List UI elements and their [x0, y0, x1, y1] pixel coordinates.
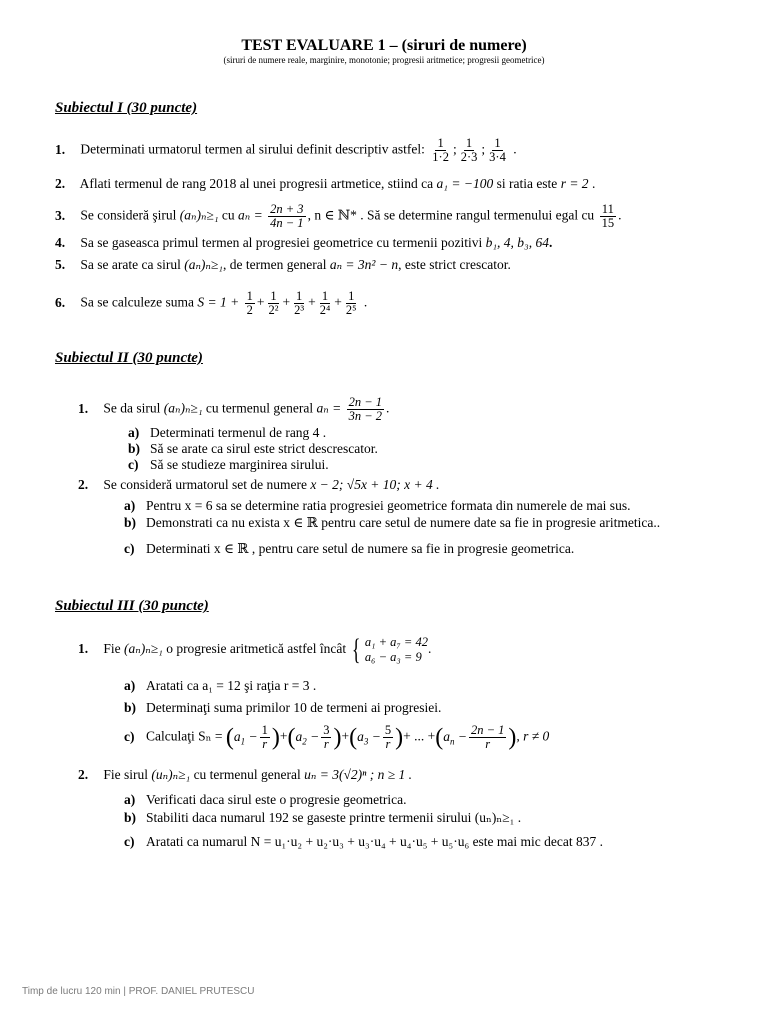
problem-3-1: 1. Fie (aₙ)ₙ≥₁ o progresie aritmetică astfel încât { a₁ + a₇ = 42 a₆ − a₃ = 9 .: [78, 633, 432, 666]
subitem: c) Aratati ca numarul N = u₁·u₂ + u₂·u₃ + u₃·u₄ + u₄·u₅ + u₅·u₆ este mai mic decat 837 .: [124, 834, 604, 849]
fraction: $\frac{2n + 3}{4n - 1}$: [270, 202, 304, 231]
problem-2-1: 1. Se da sirul (aₙ)ₙ≥₁ cu termenul general aₙ = $\frac{2n - 1}{3n - 2}$ .: [78, 395, 390, 424]
fraction: $\frac{11}{15}$: [601, 202, 615, 231]
problem-1-6: 6. Sa se calculeze suma S = 1 + $\frac{1}{2}$ + $\frac{1}{\text{2²}}$ + $\frac{1}{\text{2³}}$ + $\frac{1}{\text{2⁴}}$ + $\frac{1}{\text{2⁵}}$ .: [55, 289, 368, 318]
problem-number: 2.: [78, 767, 89, 782]
problem-1-2: 2. Aflati termenul de rang 2018 al unei progresii artmetice, stiind ca a₁ = −100 si ratia este r = 2 .: [55, 176, 596, 191]
subitem: b) Stabiliti daca numarul 192 se gaseste printre termenii sirului (uₙ)ₙ≥₁ .: [124, 810, 522, 825]
problem-number: 2.: [78, 477, 89, 492]
footer-text: Timp de lucru 120 min | PROF. DANIEL PRUTESCU: [22, 986, 255, 997]
subitem: a) Aratati ca a₁ = 12 şi raţia r = 3 .: [124, 678, 317, 693]
fraction: $\frac{1}{2\cdot 3}$: [460, 136, 478, 165]
problem-number: 1.: [55, 141, 66, 157]
subitem: a) Verificati daca sirul este o progresie geometrica.: [124, 792, 407, 807]
equation-system: { a₁ + a₇ = 42 a₆ − a₃ = 9: [352, 633, 428, 666]
problem-number: 6.: [55, 294, 66, 310]
problem-number: 1.: [78, 400, 89, 416]
problem-number: 4.: [55, 235, 66, 250]
problem-number: 3.: [55, 207, 66, 223]
subitem: b) Determinaţi suma primilor 10 de termeni ai progresiei.: [124, 700, 442, 715]
problem-1-3: 3. Se consideră şirul (aₙ)ₙ≥₁ cu aₙ = $\frac{2n + 3}{4n - 1}$ , n ∈ ℕ* . Să se determine rangul termenului egal cu $\frac{11}{15}$ .: [55, 202, 622, 231]
subitem: b) Să se arate ca sirul este strict descrescator.: [128, 441, 378, 456]
fraction: $\frac{1}{3\cdot 4}$: [489, 136, 506, 165]
subitem: c) Determinati x ∈ ℝ , pentru care setul de numere sa fie in progresie geometrica.: [124, 541, 575, 556]
subitem: a) Determinati termenul de rang 4 .: [128, 425, 327, 440]
fraction: $\frac{1}{\text{2⁴}}$: [319, 289, 331, 318]
subitem: c) Să se studieze marginirea sirului.: [128, 457, 329, 472]
subitem: b) Demonstrati ca nu exista x ∈ ℝ pentru care setul de numere date sa fie in progresie aritmetica..: [124, 515, 661, 530]
problem-2-2: 2. Se consideră urmatorul set de numere x − 2; √5x + 10; x + 4 .: [78, 477, 440, 492]
fraction: $\frac{1}{\text{2⁵}}$: [345, 289, 357, 318]
fraction: $\frac{1}{2}$: [246, 289, 253, 318]
problem-1-5: 5. Sa se arate ca sirul (aₙ)ₙ≥₁, de termen general aₙ = 3n² − n, este strict crescator.: [55, 257, 511, 272]
subitem-sum: c) Calculaţi $S_n = (a_1$ − $\frac{1}{r}$ )$+(a_2$ − $\frac{3}{r}$ )$+(a_3$ − $\frac{5}{r}$ )+ ... $+(a_n$ − $\frac{2n - 1}{r}$ ), r ≠ 0: [124, 723, 550, 752]
page-title: TEST EVALUARE 1 – (siruri de numere): [241, 37, 527, 54]
fraction: $\frac{1}{\text{2³}}$: [294, 289, 305, 318]
section-heading-1: Subiectul I (30 puncte): [55, 100, 198, 116]
section-heading-2: Subiectul II (30 puncte): [55, 350, 203, 366]
problem-text: Determinati urmatorul termen al sirului definit descriptiv astfel:: [80, 141, 425, 157]
problem-1-4: 4. Sa se gaseasca primul termen al progresiei geometrice cu termenii pozitivi b₁, 4, b₃, 64.: [55, 235, 553, 250]
problem-number: 5.: [55, 257, 66, 272]
problem-number: 1.: [78, 641, 89, 657]
section-heading-3: Subiectul III (30 puncte): [55, 598, 209, 614]
fraction: $\frac{2n - 1}{3n - 2}$: [348, 395, 383, 424]
fraction: $\frac{1}{\text{2²}}$: [268, 289, 279, 318]
problem-3-2: 2. Fie sirul (uₙ)ₙ≥₁ cu termenul general uₙ = 3(√2)ⁿ ; n ≥ 1 .: [78, 767, 413, 782]
subitem: a) Pentru x = 6 sa se determine ratia progresiei geometrice formata din numerele de mai sus.: [124, 498, 631, 513]
problem-1-1: 1. Determinati urmatorul termen al sirului definit descriptiv astfel: $\frac{1}{1\cdot 2}$ ; $\frac{1}{2\cdot 3}$ ; $\frac{1}{3\cdot 4}$ .: [55, 136, 517, 165]
problem-number: 2.: [55, 176, 66, 191]
fraction: $\frac{1}{1\cdot 2}$: [432, 136, 449, 165]
page-subtitle: (siruri de numere reale, marginire, monotonie; progresii aritmetice; progresii geometrice): [223, 55, 545, 65]
